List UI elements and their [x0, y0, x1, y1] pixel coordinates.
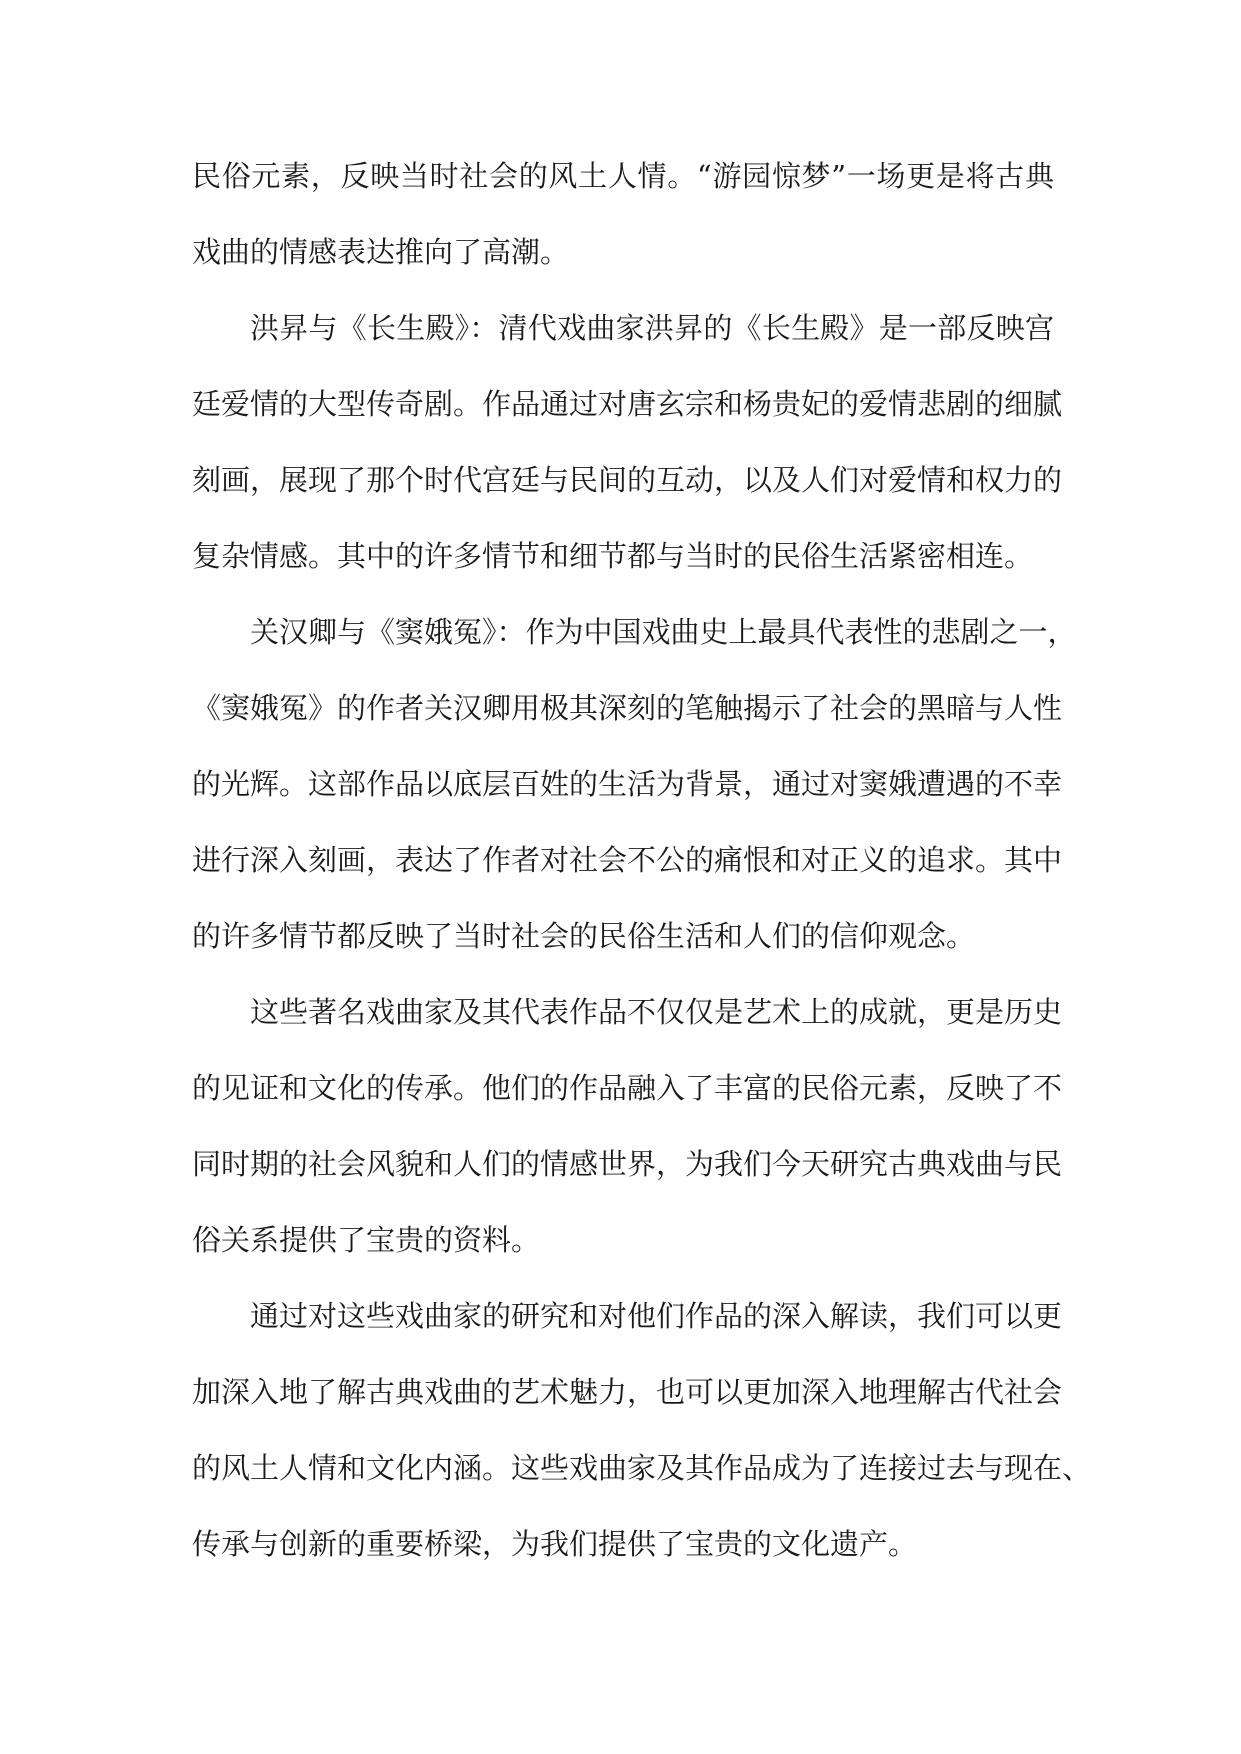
- text-line: 传承与创新的重要桥梁，为我们提供了宝贵的文化遗产。: [192, 1527, 918, 1561]
- text-line: 的光辉。这部作品以底层百姓的生活为背景，通过对窦娥遭遇的不幸: [192, 767, 1063, 801]
- text-line: 加深入地了解古典戏曲的艺术魅力，也可以更加深入地理解古代社会: [192, 1375, 1063, 1409]
- text-line: 俗关系提供了宝贵的资料。: [192, 1223, 541, 1257]
- text-line: 关汉卿与《窦娥冤》：作为中国戏曲史上最具代表性的悲剧之一，: [250, 615, 1077, 649]
- text-line: 同时期的社会风貌和人们的情感世界，为我们今天研究古典戏曲与民: [192, 1147, 1063, 1181]
- text-line: 的见证和文化的传承。他们的作品融入了丰富的民俗元素，反映了不: [192, 1071, 1063, 1105]
- paragraph: [192, 594, 1077, 974]
- text-line: 通过对这些戏曲家的研究和对他们作品的深入解读，我们可以更: [250, 1299, 1063, 1333]
- paragraph: [192, 290, 1063, 594]
- text-line: 进行深入刻画，表达了作者对社会不公的痛恨和对正义的追求。其中: [192, 843, 1063, 877]
- text-line: 洪昇与《长生殿》：清代戏曲家洪昇的《长生殿》是一部反映宫: [250, 311, 1054, 345]
- text-line: 刻画，展现了那个时代宫廷与民间的互动，以及人们对爱情和权力的: [192, 463, 1063, 497]
- paragraph: [192, 1278, 1092, 1582]
- text-line: 戏曲的情感表达推向了高潮。: [192, 235, 570, 269]
- paragraph: [192, 974, 1063, 1278]
- text-line: 廷爱情的大型传奇剧。作品通过对唐玄宗和杨贵妃的爱情悲剧的细腻: [192, 387, 1063, 421]
- paragraph: [192, 138, 1054, 290]
- body-text: [192, 138, 1092, 1582]
- text-line: 民俗元素，反映当时社会的风土人情。“游园惊梦”一场更是将古典: [192, 159, 1054, 193]
- text-line: 复杂情感。其中的许多情节和细节都与当时的民俗生活紧密相连。: [192, 539, 1034, 573]
- text-line: 《窦娥冤》的作者关汉卿用极其深刻的笔触揭示了社会的黑暗与人性: [192, 691, 1063, 725]
- text-line: 的风土人情和文化内涵。这些戏曲家及其作品成为了连接过去与现在、: [192, 1451, 1092, 1485]
- text-line: 这些著名戏曲家及其代表作品不仅仅是艺术上的成就，更是历史: [250, 995, 1063, 1029]
- text-line: 的许多情节都反映了当时社会的民俗生活和人们的信仰观念。: [192, 919, 976, 953]
